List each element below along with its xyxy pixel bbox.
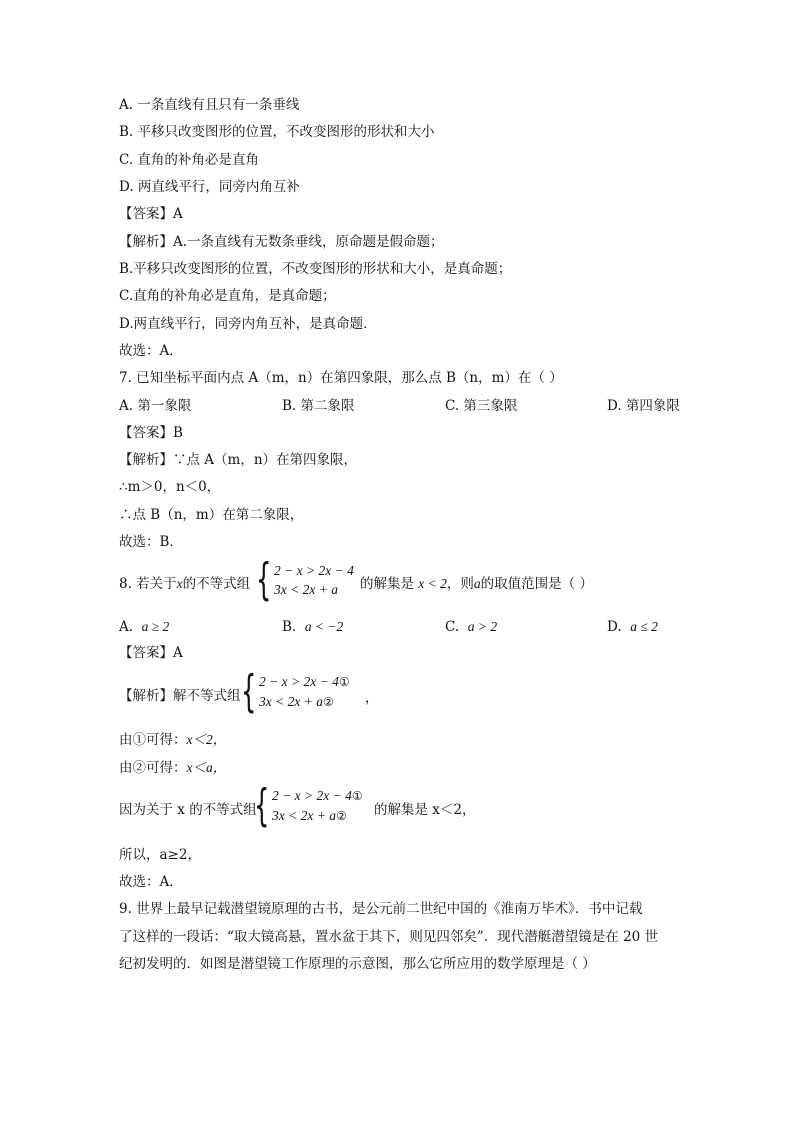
q8-since-row-1: 2 − x > 2x − 4① (272, 788, 363, 803)
q6-option-a: A. 一条直线有且只有一条垂线 (119, 97, 300, 113)
q8-analysis-row-1: 2 − x > 2x − 4① (259, 674, 350, 689)
q8-so: 所以，a≥2， (119, 847, 201, 863)
q8-analysis-system (241, 666, 350, 717)
brace-icon: { (254, 780, 270, 831)
q7-option-b: B. 第二象限 (282, 398, 355, 414)
q7-option-c: C. 第三象限 (445, 398, 518, 414)
q6-option-c: C. 直角的补角必是直角 (119, 152, 259, 168)
q7-analysis-1: 【解析】∵点 A（m，n）在第四象限， (119, 452, 358, 468)
q8-system-row-1: 2 − x > 2x − 4 (274, 563, 354, 578)
q8-since-row-2: 3x < 2x + a② (272, 808, 347, 823)
q6-analysis-d: D.两直线平行，同旁内角互补，是真命题． (119, 316, 377, 332)
q8-step-1: 由①可得：x＜2， (119, 732, 227, 748)
q9-line-3: 纪初发明的．如图是潜望镜工作原理的示意图，那么它所应用的数学原理是（ ） (119, 956, 596, 972)
q6-option-b: B. 平移只改变图形的位置，不改变图形的形状和大小 (119, 124, 435, 140)
q9-line-2: 了这样的一段话：“取大镜高悬，置水盆于其下，则见四邻矣”．现代潜艇潜望镜是在 20 世 (119, 929, 659, 945)
q6-answer: 【答案】A (119, 206, 183, 222)
q6-choose: 故选：A． (119, 343, 183, 359)
q6-analysis-a: 【解析】A.一条直线有无数条垂线，原命题是假命题； (119, 234, 444, 250)
q8-step-2: 由②可得：x＜a， (119, 760, 227, 776)
q8-option-b: B. a < −2 (282, 619, 344, 635)
brace-icon: { (256, 554, 272, 605)
q6-analysis-c: C.直角的补角必是直角，是真命题； (119, 288, 336, 304)
q8-stem-suffix: 的解集是 x < 2，则a的取值范围是（ ） (360, 576, 593, 592)
q8-option-c: C. a > 2 (445, 619, 498, 635)
q8-option-a: A. a ≥ 2 (119, 619, 170, 635)
q6-option-d: D. 两直线平行，同旁内角互补 (119, 179, 300, 195)
q7-option-a: A. 第一象限 (119, 398, 192, 414)
q8-analysis-comma: ， (365, 690, 379, 706)
q9-line-1: 9. 世界上最早记载潜望镜原理的古书，是公元前二世纪中国的《淮南万毕术》．书中记载 (119, 901, 643, 917)
q7-analysis-2: ∴m＞0，n＜0， (119, 479, 221, 495)
q7-answer: 【答案】B (119, 425, 183, 441)
q8-option-d: D. a ≤ 2 (607, 619, 658, 635)
q8-analysis-prefix: 【解析】解不等式组 (119, 688, 241, 704)
q8-system-row-2: 3x < 2x + a (274, 582, 338, 597)
q8-choose: 故选：A． (119, 874, 183, 890)
q7-analysis-3: ∴点 B（n，m）在第二象限， (119, 507, 304, 523)
q8-answer: 【答案】A (119, 645, 183, 661)
q8-analysis-row-2: 3x < 2x + a② (259, 694, 334, 709)
q7-choose: 故选：B． (119, 534, 183, 550)
q7-stem: 7. 已知坐标平面内点 A（m，n）在第四象限，那么点 B（n，m）在（ ） (119, 370, 563, 386)
q8-since-system (254, 780, 363, 831)
q7-option-d: D. 第四象限 (607, 398, 680, 414)
q8-since-suffix: 的解集是 x＜2， (374, 802, 476, 818)
q8-inequality-system (256, 554, 354, 605)
q6-analysis-b: B.平移只改变图形的位置，不改变图形的形状和大小，是真命题； (119, 261, 512, 277)
brace-icon: { (241, 666, 257, 717)
q8-since-prefix: 因为关于 x 的不等式组 (119, 802, 257, 818)
q8-stem-prefix: 8. 若关于x的不等式组 (119, 576, 251, 592)
